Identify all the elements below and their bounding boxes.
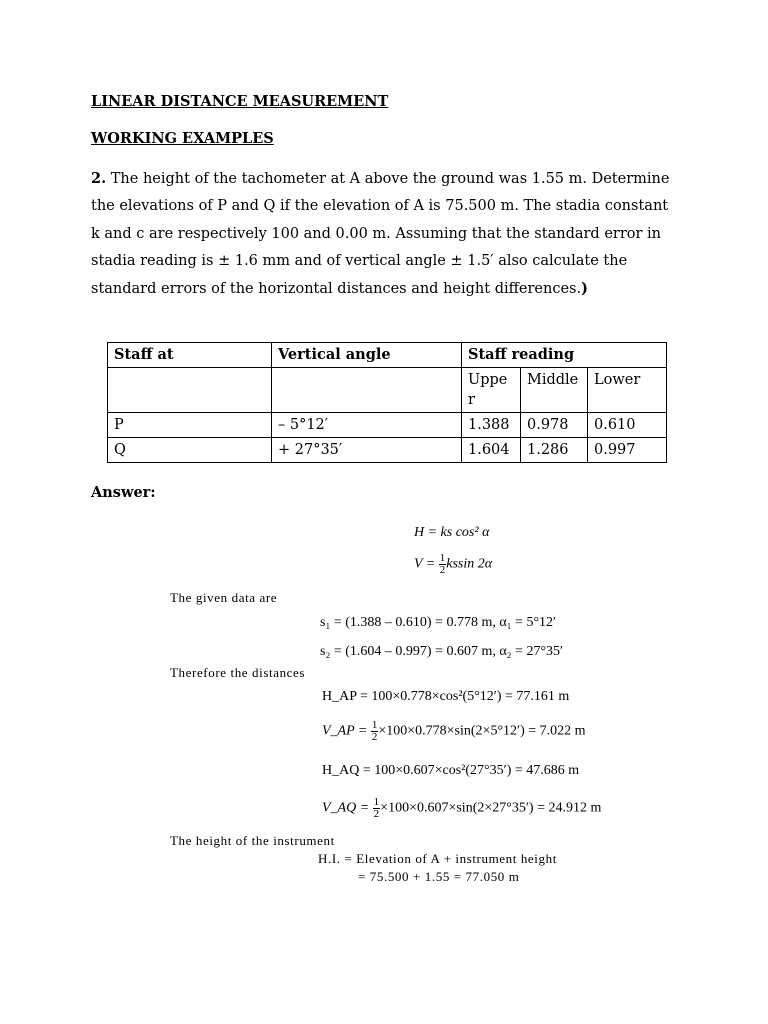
hi-line-1: H.I. = Elevation of A + instrument height — [318, 851, 557, 866]
formula-v-rhs: kssin 2α — [446, 556, 493, 572]
table-header-row — [108, 343, 667, 368]
empty-cell — [272, 368, 462, 413]
result-vap: V_AP = $\frac{1}{2}$ ×100×0.778×sin(2×5°12′) = 7.022 m — [322, 719, 586, 743]
question-paragraph — [91, 165, 681, 303]
cell-middle: 0.978 — [521, 413, 588, 438]
cell-middle: 1.286 — [521, 438, 588, 463]
half-fraction: $\frac{1}{2}$ — [371, 719, 378, 743]
result-haq: H_AQ = 100×0.607×cos²(27°35′) = 47.686 m — [322, 763, 580, 778]
formula-v — [414, 553, 492, 576]
question-number: 2. — [91, 170, 107, 187]
cell-angle: + 27°35′ — [272, 438, 462, 463]
result-hap: H_AP = 100×0.778×cos²(5°12′) = 77.161 m — [322, 689, 570, 704]
section-subtitle: WORKING EXAMPLES — [91, 130, 274, 147]
cell-staff: P — [108, 413, 272, 438]
answer-label: Answer: — [91, 484, 156, 501]
cell-upper: 1.388 — [462, 413, 521, 438]
formula-v-lhs: V = — [414, 556, 436, 572]
hi-line-2: = 75.500 + 1.55 = 77.050 m — [358, 869, 520, 884]
cell-angle: – 5°12′ — [272, 413, 462, 438]
header-vertical-angle: Vertical angle — [272, 343, 462, 368]
staff-readings-table — [107, 342, 667, 463]
empty-cell — [108, 368, 272, 413]
height-label: The height of the instrument — [170, 833, 335, 848]
question-closing: ) — [581, 280, 588, 298]
cell-staff: Q — [108, 438, 272, 463]
result-vaq: V_AQ = $\frac{1}{2}$ ×100×0.607×sin(2×27°35′) = 24.912 m — [322, 796, 602, 820]
section-title: LINEAR DISTANCE MEASUREMENT — [91, 93, 389, 110]
table-subheader-row — [108, 368, 667, 413]
subheader-upper: Upper — [462, 368, 521, 413]
header-staff-at: Staff at — [108, 343, 272, 368]
cell-lower: 0.997 — [588, 438, 667, 463]
half-fraction: $\frac{1}{2}$ — [439, 552, 446, 576]
distances-label: Therefore the distances — [170, 665, 306, 680]
given-s2: s₂ = (1.604 – 0.997) = 0.607 m, α₂ = 27°35′ — [320, 644, 564, 659]
table-row — [108, 413, 667, 438]
subheader-middle: Middle — [521, 368, 588, 413]
question-text: The height of the tachometer at A above the ground was 1.55 m. Determine the elevations of P and Q if the elevation of A is 75.500 m. The stadia constant k and c are respectively 100 and 0.00 m. Assuming that the standard error in stadia reading is ± 1.6 mm and of vertical angle ± 1.5′ also calculate the standard errors of the horizontal distances and height differences. — [91, 171, 670, 298]
cell-lower: 0.610 — [588, 413, 667, 438]
given-s1: s₁ = (1.388 – 0.610) = 0.778 m, α₁ = 5°12′ — [320, 615, 557, 630]
half-fraction: $\frac{1}{2}$ — [373, 796, 380, 820]
cell-upper: 1.604 — [462, 438, 521, 463]
given-label: The given data are — [170, 590, 278, 605]
formula-h: H = ks cos² α — [414, 525, 490, 540]
subheader-lower: Lower — [588, 368, 667, 413]
header-staff-reading: Staff reading — [462, 343, 667, 368]
table-row — [108, 438, 667, 463]
